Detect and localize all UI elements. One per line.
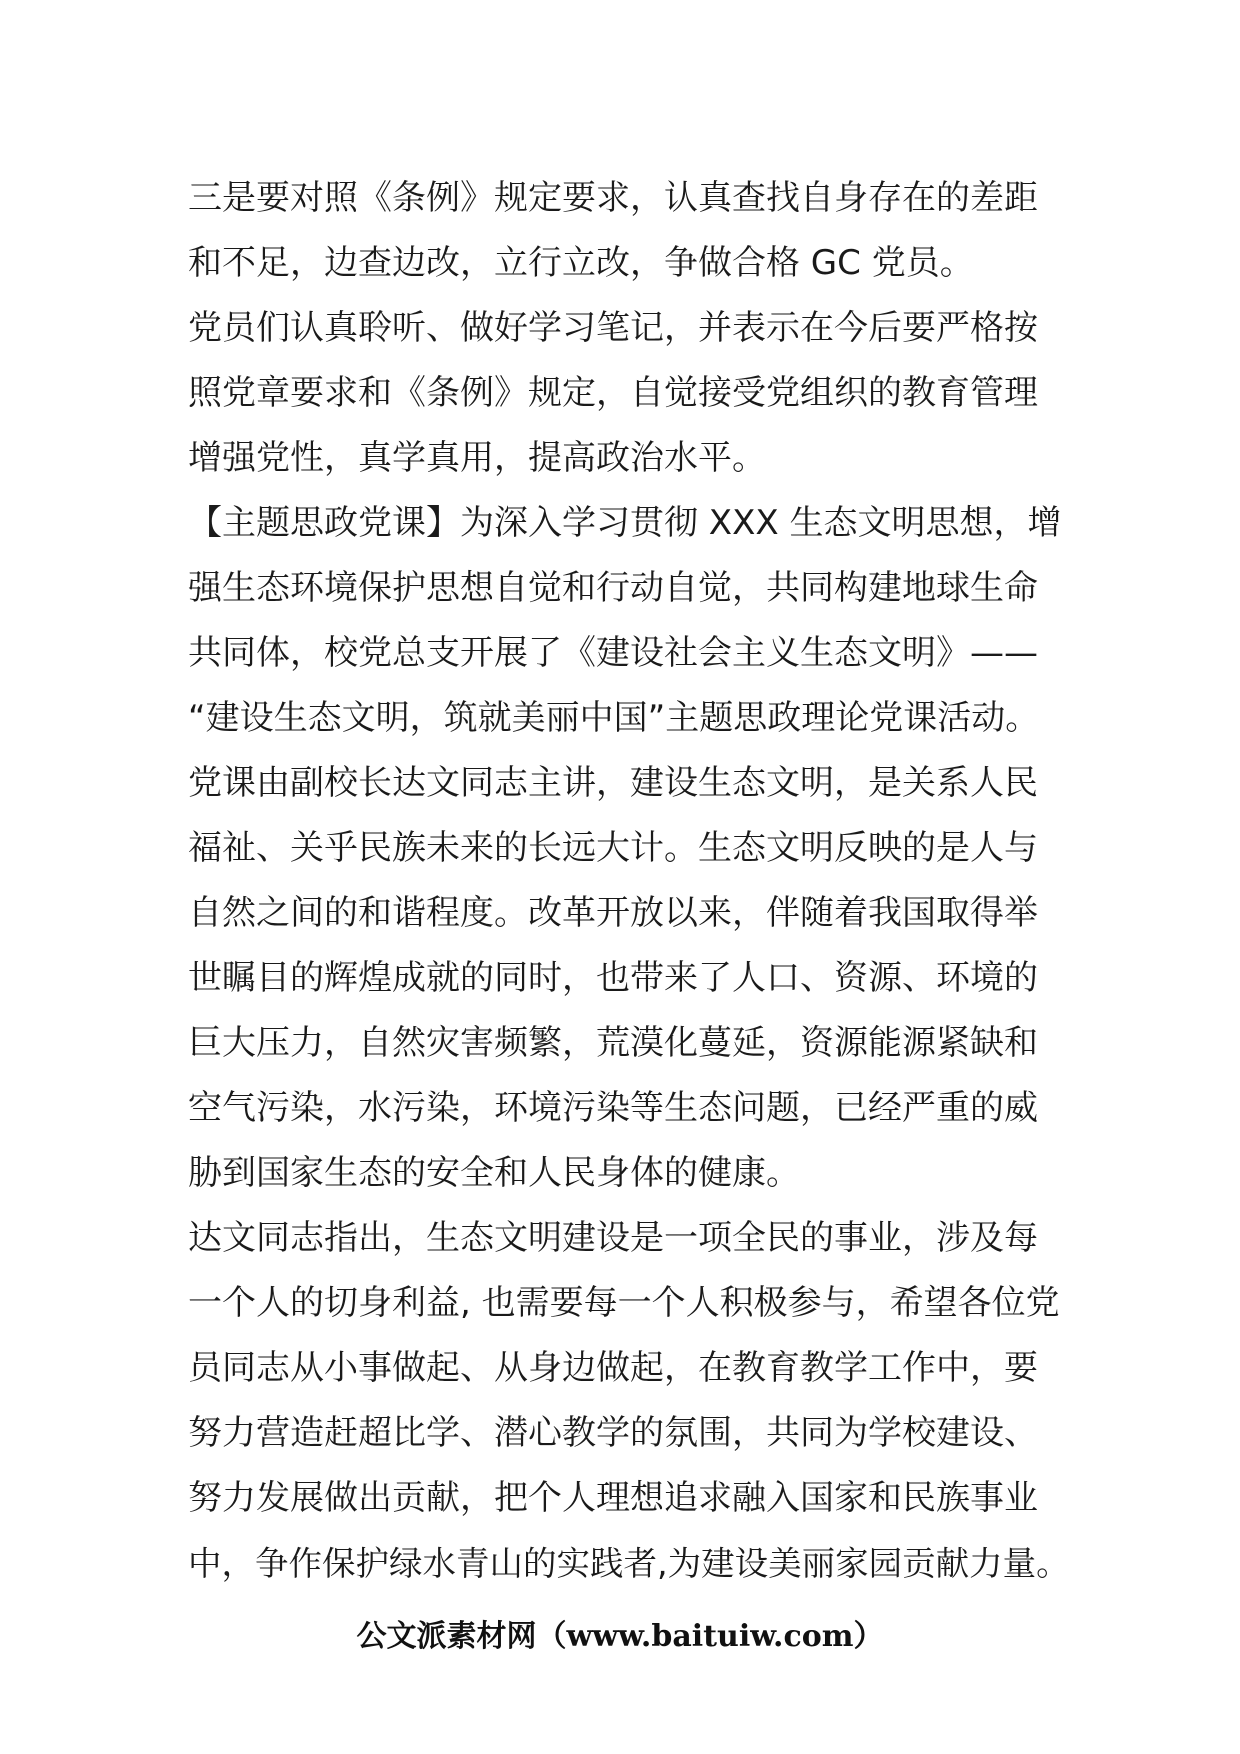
text-line: 党课由副校长达文同志主讲，建设生态文明，是关系人民 [188, 763, 1038, 803]
page-footer: 公文派素材网（www.baituiw.com） [356, 1619, 884, 1654]
text-line: 强生态环境保护思想自觉和行动自觉，共同构建地球生命 [188, 568, 1038, 608]
text-line: 自然之间的和谐程度。改革开放以来，伴随着我国取得举 [188, 893, 1038, 933]
text-line: 三是要对照《条例》规定要求，认真查找自身存在的差距 [188, 178, 1038, 218]
text-line: 党员们认真聆听、做好学习笔记，并表示在今后要严格按 [188, 308, 1038, 348]
text-line: 巨大压力，自然灾害频繁，荒漠化蔓延，资源能源紧缺和 [188, 1023, 1038, 1063]
text-line: 努力发展做出贡献，把个人理想追求融入国家和民族事业 [188, 1478, 1038, 1518]
text-line: 胁到国家生态的安全和人民身体的健康。 [188, 1153, 800, 1193]
text-line: 【主题思政党课】为深入学习贯彻 XXX 生态文明思想，增 [188, 503, 1062, 543]
text-line: 努力营造赶超比学、潜心教学的氛围，共同为学校建设、 [188, 1413, 1038, 1453]
text-line: 共同体，校党总支开展了《建设社会主义生态文明》—— [188, 633, 1038, 673]
text-line: 达文同志指出，生态文明建设是一项全民的事业，涉及每 [188, 1218, 1038, 1258]
text-line: “建设生态文明，筑就美丽中国”主题思政理论党课活动。 [188, 698, 1040, 738]
text-line: 和不足，边查边改，立行立改，争做合格 GC 党员。 [188, 243, 974, 283]
text-line: 照党章要求和《条例》规定，自觉接受党组织的教育管理 [188, 373, 1038, 413]
text-line: 福祉、关乎民族未来的长远大计。生态文明反映的是人与 [188, 828, 1038, 868]
text-line: 员同志从小事做起、从身边做起，在教育教学工作中，要 [188, 1348, 1038, 1388]
text-line: 中，争作保护绿水青山的实践者,为建设美丽家园贡献力量。 [188, 1544, 1070, 1583]
text-line: 增强党性，真学真用，提高政治水平。 [188, 438, 766, 478]
text-line: 一个人的切身利益, 也需要每一个人积极参与，希望各位党 [188, 1283, 1060, 1323]
text-line: 空气污染，水污染，环境污染等生态问题，已经严重的威 [188, 1088, 1038, 1128]
text-line: 世瞩目的辉煌成就的同时，也带来了人口、资源、环境的 [188, 958, 1038, 998]
body-text [188, 166, 1068, 1596]
